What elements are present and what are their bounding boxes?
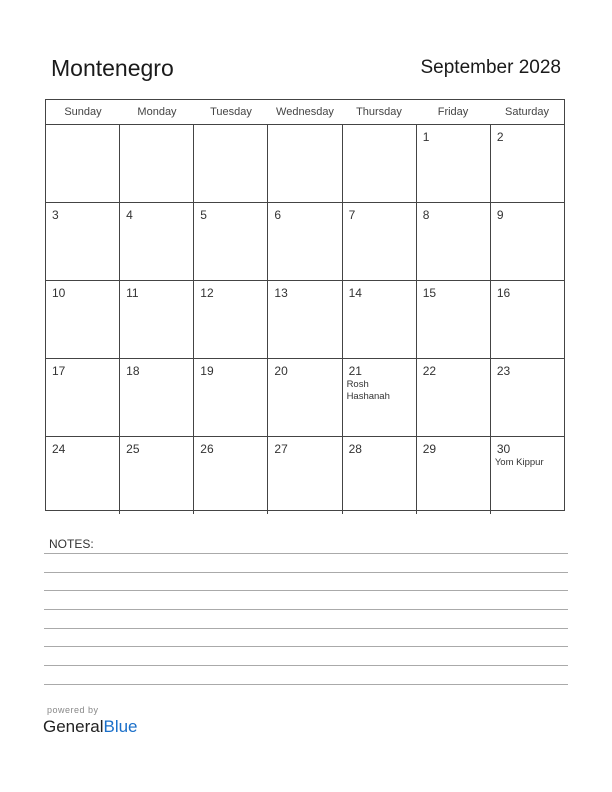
note-line — [44, 646, 568, 647]
day-number: 18 — [126, 364, 140, 378]
day-number: 7 — [348, 208, 356, 222]
note-line — [44, 572, 568, 573]
brand-blue: Blue — [103, 717, 138, 736]
country-title: Montenegro — [51, 55, 174, 81]
day-cell — [119, 359, 193, 436]
day-number: 25 — [126, 442, 140, 456]
day-number: 16 — [496, 286, 511, 300]
note-line — [44, 590, 568, 591]
day-cell — [416, 437, 490, 514]
day-cell — [119, 203, 193, 280]
day-cell — [490, 359, 564, 436]
day-number: 9 — [496, 208, 504, 222]
day-number: 26 — [200, 442, 214, 456]
day-cell — [267, 359, 341, 436]
notes-label: NOTES: — [49, 537, 94, 551]
day-cell — [46, 125, 119, 202]
day-cell — [342, 281, 416, 358]
day-number: 17 — [52, 364, 66, 378]
note-line — [44, 665, 568, 666]
day-cell — [193, 437, 267, 514]
week-row — [46, 358, 564, 436]
day-cell — [119, 281, 193, 358]
day-number: 19 — [200, 364, 214, 378]
day-cell — [193, 203, 267, 280]
brand-general: General — [43, 717, 104, 736]
weekday-friday: Friday — [437, 106, 469, 118]
day-number: 1 — [422, 130, 430, 144]
day-cell — [46, 281, 119, 358]
day-cell — [342, 437, 416, 514]
day-number: 20 — [274, 364, 288, 378]
weekday-wednesday: Wednesday — [276, 106, 334, 118]
powered-by-text: powered by — [47, 705, 99, 715]
day-cell — [416, 359, 490, 436]
day-number: 14 — [348, 286, 362, 300]
day-cell — [193, 359, 267, 436]
day-number: 2 — [496, 130, 504, 144]
day-cell — [267, 437, 341, 514]
weekday-header-row — [46, 100, 564, 125]
day-number: 12 — [200, 286, 214, 300]
day-cell — [416, 281, 490, 358]
note-line — [44, 684, 568, 685]
weekday-sunday: Sunday — [64, 106, 102, 118]
day-number: 30 — [496, 442, 511, 456]
note-line — [44, 628, 568, 629]
day-number: 6 — [274, 208, 282, 222]
day-number: 28 — [348, 442, 362, 456]
week-row — [46, 280, 564, 358]
day-number: 22 — [422, 364, 437, 378]
day-number: 5 — [200, 208, 207, 222]
day-number: 3 — [52, 208, 59, 222]
day-number: 10 — [52, 286, 66, 300]
week-row — [46, 125, 564, 202]
day-cell — [490, 203, 564, 280]
day-cell — [342, 125, 416, 202]
day-cell — [416, 203, 490, 280]
day-cell — [490, 437, 564, 514]
day-number: 24 — [52, 442, 66, 456]
week-row — [46, 202, 564, 280]
note-line — [44, 609, 568, 610]
day-number: 11 — [126, 286, 139, 300]
day-cell — [267, 203, 341, 280]
day-cell — [342, 359, 416, 436]
weekday-thursday: Thursday — [356, 106, 402, 118]
day-cell — [119, 437, 193, 514]
day-cell — [46, 203, 119, 280]
day-number: 27 — [274, 442, 288, 456]
note-line — [44, 553, 568, 554]
day-number: 4 — [126, 208, 133, 222]
day-cell — [46, 359, 119, 436]
day-cell — [193, 281, 267, 358]
holiday-label: Yom Kippur — [494, 457, 544, 468]
weekday-monday: Monday — [137, 106, 177, 118]
day-cell — [342, 203, 416, 280]
day-number: 13 — [274, 286, 288, 300]
day-number: 15 — [422, 286, 437, 300]
weekday-saturday: Saturday — [504, 106, 550, 118]
day-cell — [267, 125, 341, 202]
day-number: 23 — [496, 364, 511, 378]
day-cell — [490, 125, 564, 202]
day-number: 8 — [422, 208, 430, 222]
week-row — [46, 436, 564, 514]
calendar-grid — [45, 99, 565, 511]
day-cell — [193, 125, 267, 202]
weekday-tuesday: Tuesday — [210, 106, 252, 118]
holiday-label: Rosh Hashanah — [346, 379, 390, 402]
month-title: September 2028 — [420, 57, 561, 78]
day-cell — [119, 125, 193, 202]
day-number: 29 — [422, 442, 437, 456]
day-number: 21 — [348, 364, 362, 378]
generalblue-logo[interactable] — [43, 717, 138, 737]
day-cell — [490, 281, 564, 358]
day-cell — [46, 437, 119, 514]
day-cell — [416, 125, 490, 202]
day-cell — [267, 281, 341, 358]
